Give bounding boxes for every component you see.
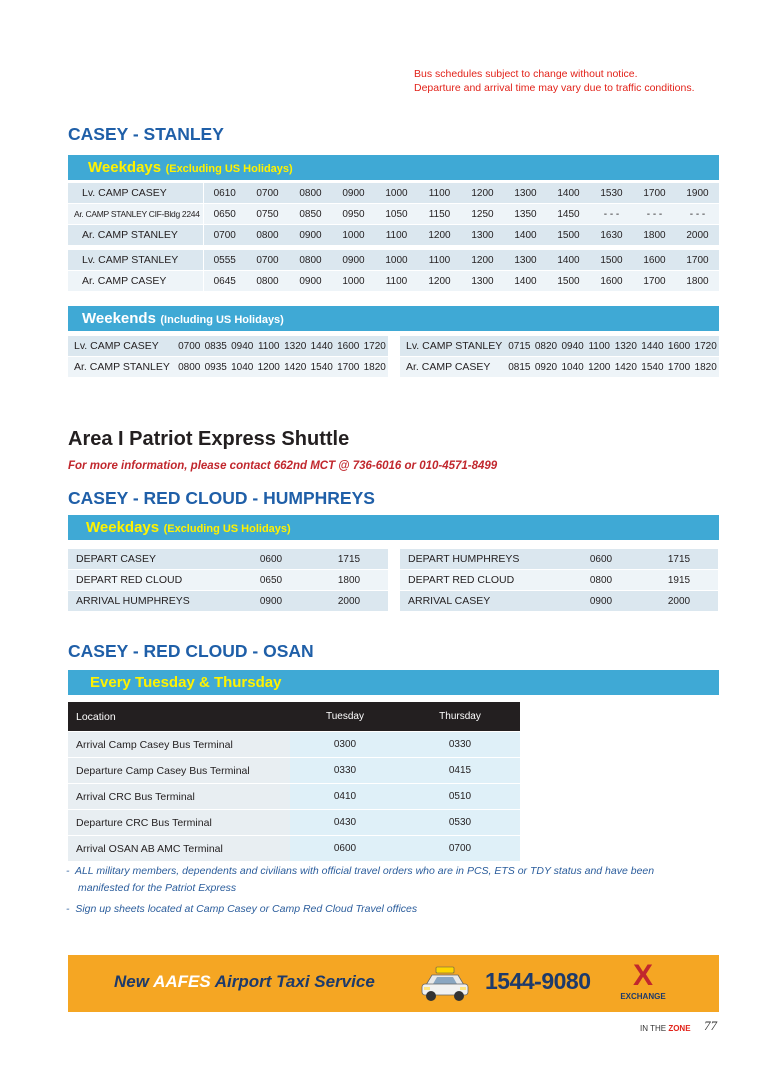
time-cell: 1500 [590,250,633,271]
time-cell: 1600 [633,250,676,271]
taxi-banner [68,955,719,1012]
time-cell: 0650 [232,570,310,591]
stop-label: Lv. CAMP CASEY [68,336,176,357]
time-cell: 1100 [375,225,418,246]
time-cell: 0800 [246,271,289,292]
note-1-line-b: manifested for the Patriot Express [78,882,237,894]
stop-label: ARRIVAL CASEY [400,591,562,612]
note-1-bullet: - [66,865,70,877]
time-cell: 0600 [562,549,640,570]
taxi-car-icon [420,965,470,1003]
schedule-notice [414,67,695,95]
time-cell: 0600 [290,836,400,862]
taxi-phone: 1544-9080 [485,968,591,994]
note-2 [66,901,654,918]
stop-label: Arrival OSAN AB AMC Terminal [68,836,290,862]
time-cell: 0800 [246,225,289,246]
stop-label: Lv. CAMP STANLEY [68,250,203,271]
time-cell: 0935 [203,357,230,378]
time-cell: 1915 [640,570,718,591]
stop-label: DEPART HUMPHREYS [400,549,562,570]
humphreys-table-right [400,549,718,612]
time-cell: 1200 [461,183,504,204]
time-cell: 1400 [504,271,547,292]
time-cell: 1530 [590,183,633,204]
time-cell: 0410 [290,784,400,810]
time-cell: 2000 [310,591,388,612]
time-cell: 0555 [203,250,246,271]
note-1-line-a: ALL military members, dependents and civilians with official travel orders who are in PCS, ETS or TDY status and have been [74,865,655,877]
time-cell: 0800 [562,570,640,591]
time-cell: 1800 [676,271,719,292]
stop-label: Lv. CAMP CASEY [68,183,203,204]
humphreys-row [400,591,718,612]
time-cell: 1420 [282,357,309,378]
time-cell: 1700 [633,183,676,204]
time-cell: 0900 [289,225,332,246]
page-number: 77 [704,1018,717,1033]
stop-label: Ar. CAMP STANLEY [68,357,176,378]
stop-label: Departure Camp Casey Bus Terminal [68,758,290,784]
time-cell: 1320 [613,336,640,357]
osan-title: CASEY - RED CLOUD - OSAN [68,641,314,661]
time-cell: 1350 [504,204,547,225]
time-cell: 1300 [461,271,504,292]
humphreys-row [400,570,718,591]
humphreys-row [68,549,388,570]
time-cell: 1100 [256,336,283,357]
time-cell: 0900 [289,271,332,292]
notice-line-1: Bus schedules subject to change without notice. [414,68,638,80]
time-cell: 0700 [203,225,246,246]
note-2-text: Sign up sheets located at Camp Casey or Camp Red Cloud Travel offices [75,903,418,915]
time-cell: 1320 [282,336,309,357]
time-cell: 1050 [375,204,418,225]
time-cell: 0510 [400,784,520,810]
osan-row [68,758,520,784]
time-cell: 1100 [586,336,613,357]
time-cell: 1450 [547,204,590,225]
time-cell: 1040 [559,357,586,378]
time-cell: 0900 [232,591,310,612]
time-cell: 1200 [418,271,461,292]
stop-label: DEPART RED CLOUD [400,570,562,591]
osan-row [68,836,520,862]
time-cell: 0600 [232,549,310,570]
time-cell: 0900 [332,183,375,204]
schedule-row [68,271,719,292]
notes [66,863,654,918]
time-cell: 1820 [692,357,719,378]
shuttle-title: Area I Patriot Express Shuttle [68,428,350,450]
schedule-row [68,225,719,246]
stop-label: ARRIVAL HUMPHREYS [68,591,232,612]
time-cell: 1300 [504,183,547,204]
time-cell: 0530 [400,810,520,836]
time-cell: 1000 [375,250,418,271]
time-cell: 0820 [533,336,560,357]
note-1 [66,863,654,880]
time-cell: 1100 [418,250,461,271]
casey-stanley-weekday-table-2 [68,250,719,292]
weekend-row [68,336,388,357]
weekdays-label: Weekdays [88,159,162,176]
time-cell: 1200 [586,357,613,378]
taxi-service: Airport Taxi Service [214,972,375,991]
time-cell: 1000 [332,225,375,246]
taxi-new: New [114,972,149,991]
time-cell: 0800 [289,250,332,271]
time-cell: 1700 [335,357,362,378]
stop-label: Arrival CRC Bus Terminal [68,784,290,810]
stop-label: Ar. CAMP STANLEY CIF-Bldg 2244 [68,204,203,225]
time-cell: 0415 [400,758,520,784]
schedule-row [68,204,719,225]
stop-label: Departure CRC Bus Terminal [68,810,290,836]
time-cell: - - - [590,204,633,225]
stop-label: Ar. CAMP CASEY [68,271,203,292]
time-cell: 1720 [692,336,719,357]
time-cell: 0950 [332,204,375,225]
time-cell: 1250 [461,204,504,225]
hx-weekdays-label: Weekdays [86,519,160,536]
stop-label: DEPART CASEY [68,549,232,570]
stop-label: Arrival Camp Casey Bus Terminal [68,732,290,758]
exchange-logo-mark: X [632,959,653,992]
time-cell: 0940 [559,336,586,357]
weekends-sub: (Including US Holidays) [160,314,284,326]
time-cell: 1630 [590,225,633,246]
time-cell: 0430 [290,810,400,836]
osan-row [68,732,520,758]
schedule-row [68,183,719,204]
time-cell: 0800 [289,183,332,204]
footer-prefix: IN THE [640,1024,667,1033]
notice-line-2: Departure and arrival time may vary due to traffic conditions. [414,82,695,94]
humphreys-title: CASEY - RED CLOUD - HUMPHREYS [68,488,375,508]
shuttle-info: For more information, please contact 662nd MCT @ 736-6016 or 010-4571-8499 [68,460,498,472]
time-cell: 2000 [640,591,718,612]
humphreys-weekdays-bar [68,515,719,540]
osan-table [68,702,520,862]
time-cell: 1800 [310,570,388,591]
time-cell: 1600 [335,336,362,357]
weekend-table-right [400,336,719,378]
time-cell: 0715 [506,336,533,357]
casey-stanley-title: CASEY - STANLEY [68,124,224,144]
time-cell: 1000 [332,271,375,292]
time-cell: 1400 [504,225,547,246]
time-cell: 1600 [590,271,633,292]
time-cell: 0800 [176,357,203,378]
osan-row [68,810,520,836]
time-cell: 1100 [418,183,461,204]
time-cell: 1150 [418,204,461,225]
time-cell: 0700 [246,250,289,271]
header-location: Location [68,702,290,732]
time-cell: 1700 [666,357,693,378]
time-cell: 0850 [289,204,332,225]
time-cell: 0330 [400,732,520,758]
weekend-row [400,336,719,357]
time-cell: 1400 [547,183,590,204]
header-thursday: Thursday [400,702,520,732]
weekend-row [400,357,719,378]
footer-zone: ZONE [668,1024,691,1033]
hx-weekdays-sub: (Excluding US Holidays) [163,523,291,535]
time-cell: 0835 [203,336,230,357]
time-cell: 0900 [332,250,375,271]
time-cell: 1720 [362,336,389,357]
weekend-row [68,357,388,378]
exchange-logo-text: EXCHANGE [620,992,666,1001]
time-cell: 1420 [613,357,640,378]
time-cell: 0610 [203,183,246,204]
casey-stanley-weekends-bar [68,306,719,331]
time-cell: - - - [676,204,719,225]
stop-label: Ar. CAMP STANLEY [68,225,203,246]
time-cell: 0645 [203,271,246,292]
time-cell: 0300 [290,732,400,758]
osan-row [68,784,520,810]
time-cell: 1900 [676,183,719,204]
time-cell: 1200 [256,357,283,378]
time-cell: 1200 [418,225,461,246]
time-cell: 2000 [676,225,719,246]
schedule-row [68,250,719,271]
header-tuesday: Tuesday [290,702,400,732]
weekdays-sub: (Excluding US Holidays) [165,163,293,175]
casey-stanley-weekday-table-1 [68,183,719,246]
time-cell: 1300 [461,225,504,246]
time-cell: 1700 [676,250,719,271]
time-cell: 0330 [290,758,400,784]
time-cell: 1300 [504,250,547,271]
humphreys-row [400,549,718,570]
time-cell: 1400 [547,250,590,271]
time-cell: 1440 [639,336,666,357]
time-cell: 1540 [639,357,666,378]
humphreys-row [68,570,388,591]
weekend-table-left [68,336,388,378]
stop-label: Ar. CAMP CASEY [400,357,506,378]
footer [640,1024,691,1033]
time-cell: 0920 [533,357,560,378]
stop-label: DEPART RED CLOUD [68,570,232,591]
osan-header-row [68,702,520,732]
time-cell: 1200 [461,250,504,271]
time-cell: 1715 [310,549,388,570]
osan-bar-label: Every Tuesday & Thursday [90,674,282,691]
time-cell: 1000 [375,183,418,204]
time-cell: 0700 [246,183,289,204]
time-cell: 1500 [547,225,590,246]
time-cell: 1715 [640,549,718,570]
taxi-brand: AAFES [153,972,211,991]
time-cell: 1540 [309,357,336,378]
time-cell: 0650 [203,204,246,225]
time-cell: 0900 [562,591,640,612]
time-cell: 0815 [506,357,533,378]
time-cell: 1600 [666,336,693,357]
osan-bar [68,670,719,695]
time-cell: 1440 [309,336,336,357]
time-cell: 1040 [229,357,256,378]
taxi-title [114,972,375,992]
time-cell: 0700 [176,336,203,357]
time-cell: 1100 [375,271,418,292]
note-2-bullet: - [66,903,70,915]
time-cell: - - - [633,204,676,225]
time-cell: 1820 [362,357,389,378]
time-cell: 1800 [633,225,676,246]
time-cell: 0700 [400,836,520,862]
time-cell: 1700 [633,271,676,292]
time-cell: 0940 [229,336,256,357]
time-cell: 1500 [547,271,590,292]
weekends-label: Weekends [82,310,156,327]
humphreys-row [68,591,388,612]
humphreys-table-left [68,549,388,612]
casey-stanley-weekdays-bar [68,155,719,180]
stop-label: Lv. CAMP STANLEY [400,336,506,357]
time-cell: 0750 [246,204,289,225]
exchange-logo [613,960,673,1006]
